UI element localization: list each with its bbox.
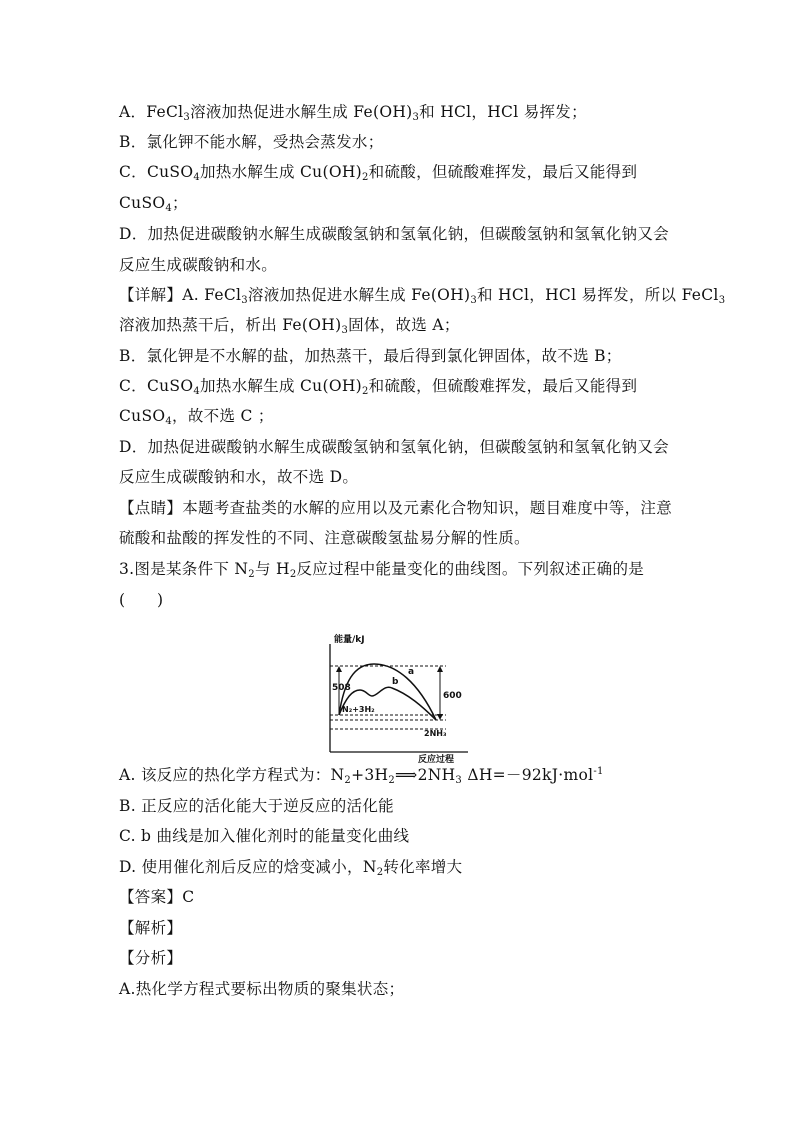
subscript: 2 — [344, 775, 352, 786]
curve-a-label: a — [408, 667, 415, 677]
text-segment: ； — [172, 194, 188, 212]
text-line-l2 — [119, 132, 699, 152]
subscript: 2 — [248, 569, 255, 580]
text-segment: D．加热促进碳酸钠水解生成碳酸氢钠和氢氧化钠，但碳酸氢钠和氢氧化钠又会 — [119, 438, 669, 456]
text-segment: D. 使用催化剂后反应的焓变减小，N — [119, 858, 377, 876]
text-segment: B. 正反应的活化能大于逆反应的活化能 — [119, 797, 394, 815]
text-line-l11 — [119, 406, 699, 426]
curve-b-label: b — [392, 677, 399, 687]
subscript: 2 — [388, 775, 396, 786]
text-line-l16 — [119, 559, 699, 579]
text-segment: 【分析】 — [119, 949, 183, 967]
text-line-l6 — [119, 255, 699, 275]
text-segment: 【解析】 — [119, 919, 183, 937]
text-line-l21 — [119, 857, 699, 877]
text-line-l24 — [119, 948, 699, 968]
text-segment: ΔH=－92kJ·mol — [462, 766, 594, 784]
reactants-label: N₂+3H₂ — [342, 705, 375, 714]
subscript: 2 — [362, 386, 369, 397]
text-line-l1 — [119, 102, 699, 122]
text-segment: 加热水解生成 Cu(OH) — [200, 163, 362, 181]
text-line-l7 — [119, 285, 726, 306]
text-line-l25 — [119, 979, 699, 999]
x-axis-label: 反应过程 — [418, 755, 455, 765]
text-segment: ⟹2NH — [395, 766, 456, 784]
subscript: 3 — [455, 775, 463, 786]
text-segment: 和硫酸，但硫酸难挥发，最后又能得到 — [368, 163, 638, 181]
text-segment: 溶液加热促进水解生成 Fe(OH) — [190, 103, 413, 121]
text-segment: +3H — [351, 766, 389, 784]
subscript: 2 — [362, 172, 369, 183]
text-line-l8 — [119, 315, 699, 335]
y-axis-label: 能量/kJ — [334, 635, 365, 645]
text-line-l10 — [119, 376, 699, 396]
text-segment: C．CuSO — [119, 163, 194, 181]
text-segment: 与 H — [254, 560, 290, 578]
text-line-l14 — [119, 498, 699, 518]
energy-diagram — [322, 632, 470, 765]
text-segment: B．氯化钾不能水解，受热会蒸发水； — [119, 133, 384, 151]
arrow-600-head — [437, 666, 443, 672]
text-segment: 和 HCl，HCl 易挥发，所以 FeCl — [477, 286, 719, 304]
text-segment: ( ) — [119, 591, 164, 609]
text-segment: C．CuSO — [119, 377, 194, 395]
text-segment: C. b 曲线是加入催化剂时的能量变化曲线 — [119, 827, 410, 845]
text-segment: 转化率增大 — [383, 858, 463, 876]
arrow-600-tail — [437, 714, 443, 720]
text-segment: ，故不选 C ； — [172, 407, 274, 425]
text-line-l22 — [119, 887, 699, 907]
subscript: 3 — [341, 325, 349, 336]
energy-diagram-svg — [322, 632, 470, 765]
text-line-l23 — [119, 918, 699, 938]
text-segment: 固体，故选 A； — [348, 316, 460, 334]
arrow-508-head — [336, 666, 342, 672]
text-line-l12 — [119, 437, 699, 457]
subscript: 3 — [241, 295, 248, 306]
text-segment: 【详解】A. FeCl — [119, 286, 242, 304]
text-line-l5 — [119, 224, 699, 244]
text-segment: 3.图是某条件下 N — [119, 560, 249, 578]
text-line-l4 — [119, 193, 699, 213]
text-line-l20 — [119, 826, 699, 846]
text-segment: 反应生成碳酸钠和水，故不选 D。 — [119, 468, 359, 486]
subscript: 3 — [470, 295, 478, 306]
text-segment: B．氯化钾是不水解的盐，加热蒸干，最后得到氯化钾固体，故不选 B； — [119, 347, 622, 365]
text-segment: 加热水解生成 Cu(OH) — [200, 377, 362, 395]
text-segment: 反应过程中能量变化的曲线图。下列叙述正确的是 — [296, 560, 645, 578]
subscript: 4 — [165, 203, 173, 214]
text-line-l19 — [119, 796, 699, 816]
text-line-l15 — [119, 528, 699, 548]
subscript: 3 — [412, 112, 420, 123]
text-segment: CuSO — [119, 407, 166, 425]
text-segment: 溶液加热蒸干后，析出 Fe(OH) — [119, 316, 342, 334]
value-600: 600 — [443, 691, 462, 701]
text-segment: 和硫酸，但硫酸难挥发，最后又能得到 — [368, 377, 638, 395]
text-segment: CuSO — [119, 194, 166, 212]
text-segment: 反应生成碳酸钠和水。 — [119, 256, 278, 274]
subscript: 4 — [193, 386, 200, 397]
subscript: 4 — [165, 416, 173, 427]
superscript: -1 — [593, 766, 604, 777]
product-label: 2NH₃ — [424, 729, 447, 738]
text-segment: A.热化学方程式要标出物质的聚集状态； — [119, 980, 405, 998]
value-508: 508 — [332, 683, 351, 693]
text-segment: 溶液加热促进水解生成 Fe(OH) — [247, 286, 471, 304]
text-line-l18 — [119, 765, 699, 785]
text-line-l17 — [119, 590, 699, 610]
text-segment: D．加热促进碳酸钠水解生成碳酸氢钠和氢氧化钠，但碳酸氢钠和氢氧化钠又会 — [119, 225, 669, 243]
text-segment: 【点睛】本题考查盐类的水解的应用以及元素化合物知识，题目难度中等，注意 — [119, 499, 673, 517]
text-segment: A. 该反应的热化学方程式为：N — [119, 766, 345, 784]
text-segment: 和 HCl，HCl 易挥发； — [419, 103, 587, 121]
text-segment: 硫酸和盐酸的挥发性的不同、注意碳酸氢盐易分解的性质。 — [119, 529, 530, 547]
text-segment: 【答案】C — [119, 888, 195, 906]
text-line-l9 — [119, 346, 699, 366]
subscript: 2 — [376, 867, 384, 878]
text-line-l13 — [119, 467, 699, 487]
subscript: 3 — [183, 112, 191, 123]
subscript: 4 — [193, 172, 200, 183]
subscript: 3 — [718, 295, 726, 306]
subscript: 2 — [289, 569, 297, 580]
text-line-l3 — [119, 162, 699, 182]
text-segment: A．FeCl — [119, 103, 184, 121]
